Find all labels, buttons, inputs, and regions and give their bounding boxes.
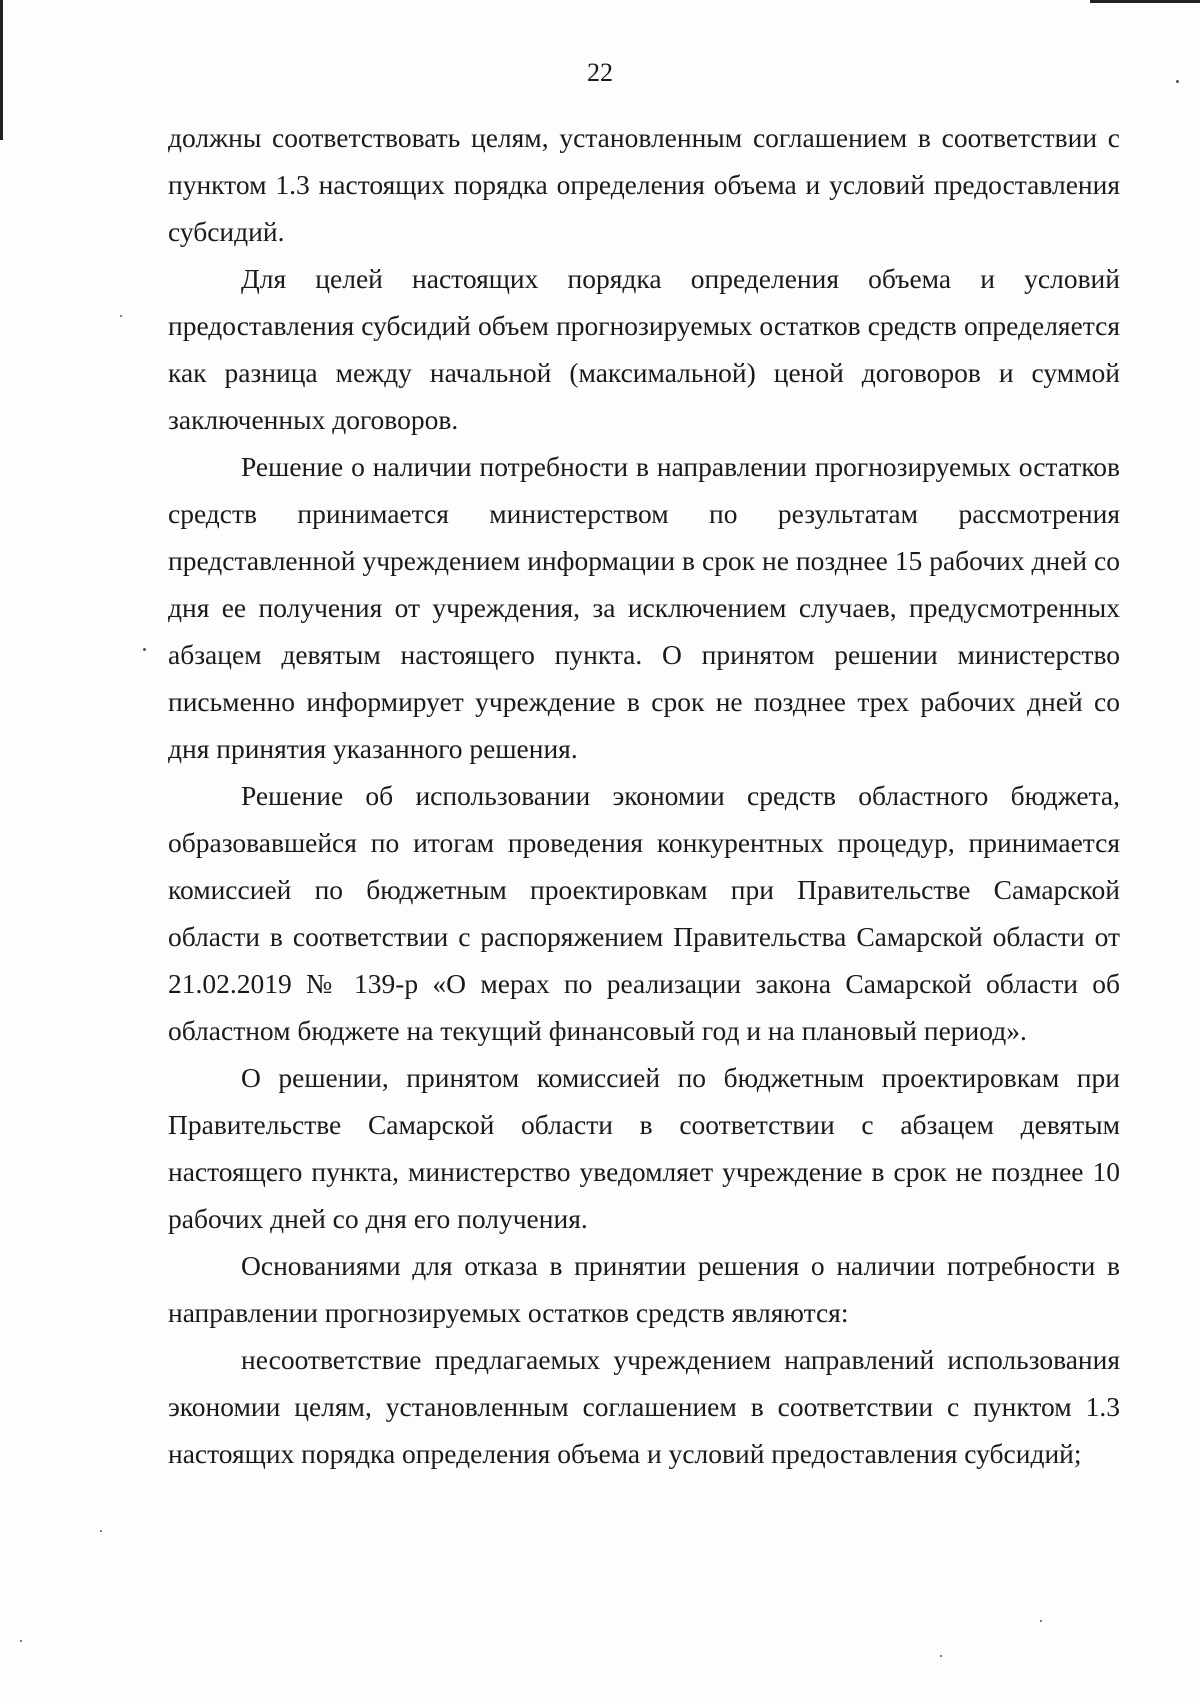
paragraph: должны соответствовать целям, установленным соглашением в соответствии с пунктом 1.3 настоящих порядка определения объема и условий предоставления субсидий. [168, 122, 1120, 247]
document-body [168, 114, 1120, 1477]
paragraph: О решении, принятом комиссией по бюджетным проектировкам при Правительстве Самарской области в соответствии с абзацем девятым настоящего пункта, министерство уведомляет учреждение в срок не позднее 10 рабочих дней со дня его получения. [168, 1062, 1120, 1234]
scan-speck [100, 1530, 102, 1532]
scan-speck [120, 315, 122, 317]
scan-speck [940, 1655, 942, 1657]
paragraph: Решение об использовании экономии средств областного бюджета, образовавшейся по итогам проведения конкурентных процедур, принимается комиссией по бюджетным проектировкам при Правительстве Самарской области в соответствии с распоряжением Правительства Самарской области от 21.02.2019 № 139-р «О мерах по реализации закона Самарской области об областном бюджете на текущий финансовый год и на плановый период». [168, 780, 1120, 1046]
scan-speck [1040, 1620, 1042, 1622]
scan-speck [20, 1640, 22, 1642]
scan-speck [143, 648, 146, 651]
paragraph: Основаниями для отказа в принятии решения о наличии потребности в направлении прогнозируемых остатков средств являются: [168, 1250, 1120, 1328]
paragraph: Для целей настоящих порядка определения объема и условий предоставления субсидий объем прогнозируемых остатков средств определяется как разница между начальной (максимальной) ценой договоров и суммой заключенных договоров. [168, 263, 1120, 435]
scan-edge-mark [1090, 0, 1200, 3]
paragraph: несоответствие предлагаемых учреждением направлений использования экономии целям, установленным соглашением в соответствии с пунктом 1.3 настоящих порядка определения объема и условий предоставления субсидий; [168, 1344, 1120, 1469]
paragraph: Решение о наличии потребности в направлении прогнозируемых остатков средств принимается министерством по результатам рассмотрения представленной учреждением информации в срок не позднее 15 рабочих дней со дня ее получения от учреждения, за исключением случаев, предусмотренных абзацем девятым настоящего пункта. О принятом решении министерство письменно информирует учреждение в срок не позднее трех рабочих дней со дня принятия указанного решения. [168, 451, 1120, 764]
page-number: 22 [587, 58, 613, 87]
scan-speck [1176, 80, 1179, 83]
